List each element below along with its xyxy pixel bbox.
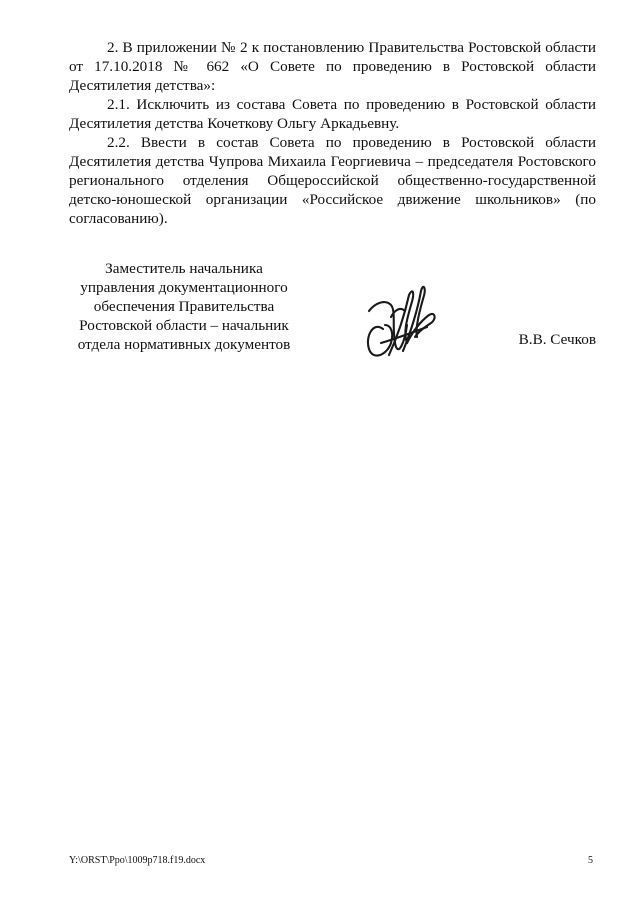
signer-position-title: [69, 259, 299, 354]
signer-title-line: обеспечения Правительства: [93, 298, 275, 315]
page-number: 5: [588, 855, 593, 866]
document-body: [69, 38, 596, 228]
footer-file-path: Y:\ORST\Ppo\1009p718.f19.docx: [69, 855, 206, 866]
signer-title-line: Ростовской области – начальник: [79, 317, 289, 334]
paragraph-item-2: 2. В приложении № 2 к постановлению Правительства Ростовской области от 17.10.2018 № 662 «О Совете по проведению в Ростовской области Десятилетия детства»:: [69, 39, 596, 94]
handwritten-signature: [361, 281, 441, 367]
signature-block: [69, 259, 596, 369]
signer-title-line: Заместитель начальника: [105, 260, 263, 277]
signer-name: В.В. Сечков: [518, 331, 596, 348]
paragraph-item-2-1: 2.1. Исключить из состава Совета по проведению в Ростовской области Десятилетия детства Кочеткову Ольгу Аркадьевну.: [69, 96, 596, 132]
signer-title-line: отдела нормативных документов: [77, 336, 291, 353]
signer-title-line: управления документационного: [80, 279, 288, 296]
paragraph-item-2-2: 2.2. Ввести в состав Совета по проведению в Ростовской области Десятилетия детства Чупрова Михаила Георгиевича – председателя Ростовского регионального отделения Общероссийской общественно-государственной детско-юношеской организации «Российское движение школьников» (по согласованию).: [69, 134, 596, 227]
